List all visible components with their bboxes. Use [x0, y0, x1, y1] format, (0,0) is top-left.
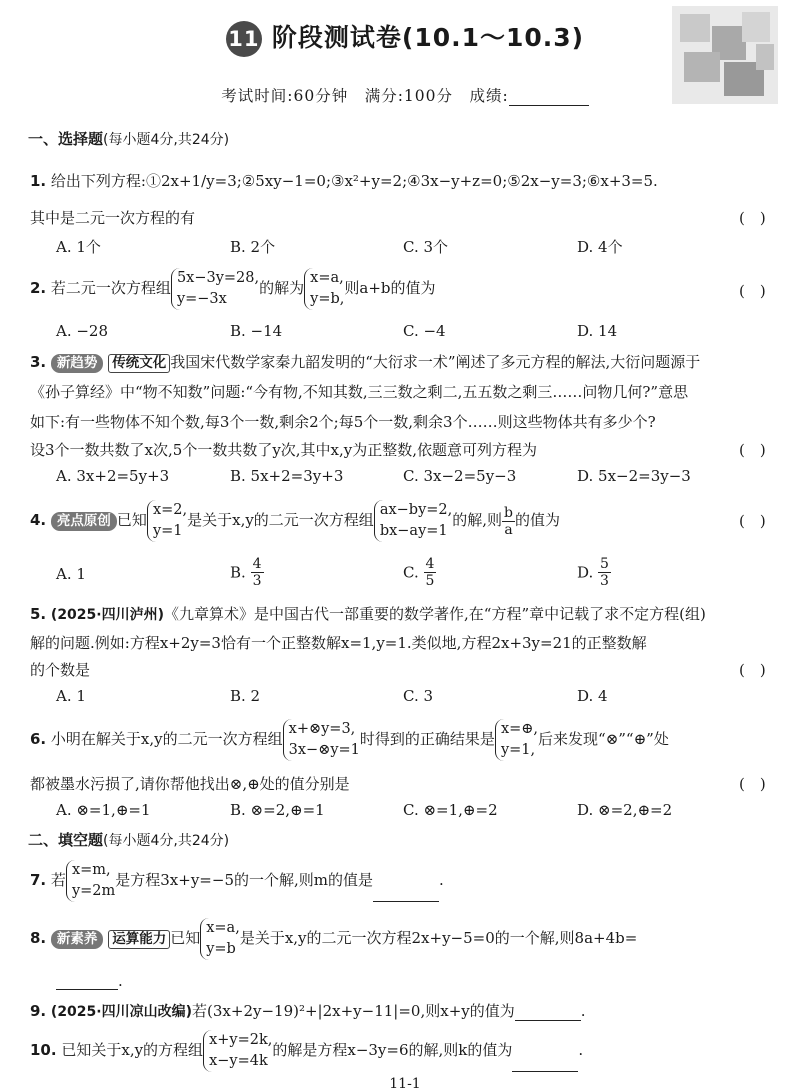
q2-sys-eq1: 5x−3y=28, [176, 270, 260, 286]
q7-number: 7. [30, 871, 47, 889]
q5-option-c[interactable]: C. 3 [403, 687, 434, 705]
q4-option-a[interactable]: A. 1 [56, 565, 86, 583]
section-choice-title [28, 128, 229, 149]
q10-number: 10. [30, 1041, 57, 1059]
q4-sys-eq1: ax−by=2, [379, 502, 453, 518]
q8-number: 8. [30, 929, 47, 947]
q4-option-b-label: B. [230, 563, 246, 582]
q6-solution [495, 719, 538, 761]
q4-option-d-num: 5 [600, 556, 609, 572]
q10-end: . [578, 1041, 584, 1059]
q2-sol-x: x=a, [310, 270, 344, 286]
q3-option-c[interactable]: C. 3x−2=5y−3 [403, 467, 517, 485]
q2-sol-y: y=b, [310, 291, 345, 307]
page-number: 11-1 [389, 1076, 421, 1092]
q8-sol-x: x=a, [206, 920, 240, 936]
score-blank[interactable] [509, 89, 589, 106]
q8-line2 [56, 972, 123, 990]
q6-number: 6. [30, 730, 47, 748]
q1-option-a[interactable]: A. 1个 [56, 238, 101, 256]
q4-tail1: 的解,则 [452, 511, 503, 529]
q10-answer-blank[interactable] [512, 1055, 578, 1072]
q4-answer-paren[interactable]: ( ) [739, 512, 766, 530]
q8-stem [30, 916, 637, 960]
q8-end: . [118, 972, 123, 990]
q3-line3: 如下:有一些物体不知个数,每3个一数,剩余2个;每5个一数,剩余3个……则这些物体共有多少个? [30, 413, 656, 431]
q6-option-d[interactable]: D. ⊗=2,⊕=2 [577, 801, 673, 819]
section-choice-label: 一、选择题 [28, 130, 104, 148]
q2-sys-eq2: y=−3x [176, 291, 227, 307]
q8-literacy-tag: 新素养 [51, 930, 104, 949]
q8-answer-blank[interactable] [56, 973, 118, 990]
q4-sys-eq2: bx−ay=1 [379, 523, 448, 539]
q7-stem [30, 858, 444, 902]
q4-option-b[interactable] [230, 556, 264, 589]
q4-option-b-frac [251, 556, 264, 589]
q4-frac-num: b [504, 504, 513, 521]
q8-skill-tag: 运算能力 [108, 930, 170, 949]
q6-lead: 小明在解关于x,y的二元一次方程组 [50, 730, 283, 748]
q2-solution [304, 268, 344, 310]
q4-fraction [502, 505, 515, 538]
q7-solution [66, 860, 115, 902]
q5-line3: 的个数是 [30, 661, 91, 679]
q10-sys-eq2: x−y=4k [209, 1053, 268, 1069]
q2-answer-paren[interactable]: ( ) [739, 282, 766, 300]
q2-mid: 的解为 [259, 279, 305, 297]
q7-sol-x: x=m, [71, 862, 111, 878]
q4-option-d-frac [598, 556, 611, 589]
q4-number: 4. [30, 511, 47, 529]
q1-line1 [30, 170, 658, 191]
q2-lead: 若二元一次方程组 [50, 279, 171, 297]
title-text: 阶段测试卷(10.1～10.3) [271, 23, 585, 52]
q3-line1 [30, 351, 700, 373]
q3-option-d[interactable]: D. 5x−2=3y−3 [577, 467, 691, 485]
q6-mid: 时得到的正确结果是 [359, 730, 495, 748]
q4-sol-y: y=1 [152, 523, 183, 539]
q1-option-d[interactable]: D. 4个 [577, 238, 623, 256]
exam-meta-text: 考试时间:60分钟 满分:100分 成绩: [221, 87, 509, 105]
q10-system [203, 1030, 272, 1072]
q4-option-c-num: 4 [425, 556, 435, 572]
q9-source: (2025·四川凉山改编) [50, 1004, 193, 1020]
q1-option-b[interactable]: B. 2个 [230, 238, 276, 256]
q6-system [283, 719, 360, 761]
q7-answer-blank[interactable] [373, 885, 439, 902]
q6-option-b[interactable]: B. ⊗=2,⊕=1 [230, 801, 325, 819]
q5-line2: 解的问题.例如:方程x+2y=3恰有一个正整数解x=1,y=1.类似地,方程2x+3y=21的正整数解 [30, 634, 647, 652]
q2-tail: 则a+b的值为 [344, 279, 436, 297]
q2-option-a[interactable]: A. −28 [56, 322, 109, 340]
q1-stem-tail: 其中是二元一次方程的有 [30, 209, 196, 227]
q2-option-b[interactable]: B. −14 [230, 322, 283, 340]
q5-line1 [30, 603, 706, 624]
q4-stem [30, 497, 560, 543]
q6-sys-eq1: x+⊗y=3, [288, 721, 356, 737]
q4-system [374, 500, 452, 542]
q9-stem [30, 1000, 586, 1021]
q1-intro: 给出下列方程: [50, 172, 146, 190]
q9-answer-blank[interactable] [515, 1004, 581, 1021]
q4-sol-x: x=2, [152, 502, 188, 518]
q8-tail: 是关于x,y的二元一次方程2x+y−5=0的一个解,则8a+4b= [239, 929, 638, 947]
q1-line2 [30, 207, 195, 228]
q1-equations: ①2x+1/y=3;②5xy−1=0;③x²+y=2;④3x−y+z=0;⑤2x−y=3;⑥x+3=5. [145, 172, 658, 190]
q4-option-c[interactable] [403, 556, 436, 589]
q7-lead: 若 [50, 871, 66, 889]
q6-answer-paren[interactable]: ( ) [739, 775, 766, 793]
section-fill-label: 二、填空题 [28, 831, 104, 849]
q7-tail: 是方程3x+y=−5的一个解,则m的值是 [115, 871, 373, 889]
q3-culture-tag: 传统文化 [108, 354, 170, 373]
q3-answer-paren[interactable]: ( ) [739, 441, 766, 459]
q3-line4: 设3个一数共数了x次,5个一数共数了y次,其中x,y为正整数,依题意可列方程为 [30, 441, 538, 459]
q1-answer-paren[interactable]: ( ) [739, 209, 766, 227]
q6-sys-eq2: 3x−⊗y=1 [288, 742, 360, 758]
q4-option-d-label: D. [577, 563, 594, 582]
q10-sys-eq1: x+y=2k, [209, 1032, 273, 1048]
q2-stem [30, 266, 436, 310]
q3-option-b[interactable]: B. 5x+2=3y+3 [230, 467, 344, 485]
q10-tail: 的解是方程x−3y=6的解,则k的值为 [272, 1041, 513, 1059]
q5-option-a[interactable]: A. 1 [56, 687, 86, 705]
q4-option-b-num: 4 [252, 556, 262, 572]
q10-stem [30, 1028, 583, 1072]
q6-option-a[interactable]: A. ⊗=1,⊕=1 [56, 801, 151, 819]
q4-option-c-label: C. [403, 563, 419, 582]
q5-source: (2025·四川泸州) [50, 607, 165, 623]
q10-lead: 已知关于x,y的方程组 [61, 1041, 204, 1059]
q6-option-c[interactable]: C. ⊗=1,⊕=2 [403, 801, 498, 819]
q5-answer-paren[interactable]: ( ) [739, 661, 766, 679]
q6-sol-y: y=1, [500, 742, 536, 758]
q4-lead: 已知 [116, 511, 147, 529]
q5-text-1: 《九章算术》是中国古代一部重要的数学著作,在“方程”章中记载了求不定方程(组) [164, 605, 706, 623]
q4-option-b-den: 3 [252, 573, 262, 589]
q6-stem [30, 716, 669, 762]
q2-option-d[interactable]: D. 14 [577, 322, 618, 340]
q4-option-d[interactable] [577, 556, 611, 589]
q2-system [171, 268, 259, 310]
q7-end: . [438, 871, 444, 889]
q7-sol-y: y=2m [71, 883, 116, 899]
q3-text-1: 我国宋代数学家秦九韶发明的“大衍求一术”阐述了多元方程的解法,大衍问题源于 [170, 353, 701, 371]
q1-option-c[interactable]: C. 3个 [403, 238, 449, 256]
q4-original-tag: 亮点原创 [51, 512, 117, 531]
q8-lead: 已知 [170, 929, 201, 947]
section-choice-note: (每小题4分,共24分) [103, 132, 230, 148]
exam-meta [0, 84, 810, 106]
q6-sol-x: x=⊕, [500, 721, 539, 737]
q9-text: 若(3x+2y−19)²+|2x+y−11|=0,则x+y的值为 [192, 1002, 515, 1020]
q9-end: . [580, 1002, 586, 1020]
q3-trend-tag: 新趋势 [51, 354, 104, 373]
q1-number: 1. [30, 172, 47, 190]
q4-tail2: 的值为 [515, 511, 561, 529]
q3-option-a[interactable]: A. 3x+2=5y+3 [56, 467, 170, 485]
q2-option-c[interactable]: C. −4 [403, 322, 446, 340]
q4-option-c-den: 5 [425, 573, 435, 589]
q4-solution [147, 500, 187, 542]
q8-solution [200, 918, 240, 960]
q5-number: 5. [30, 605, 47, 623]
section-fill-note: (每小题4分,共24分) [103, 833, 230, 849]
q4-mid: 是关于x,y的二元一次方程组 [187, 511, 374, 529]
section-fill-title [28, 829, 229, 850]
q5-option-d[interactable]: D. 4 [577, 687, 608, 705]
test-number-badge: 11 [226, 21, 262, 57]
q8-sol-y: y=b [206, 941, 236, 957]
q6-tail: 后来发现“⊗”“⊕”处 [538, 730, 669, 748]
q4-option-d-den: 3 [600, 573, 609, 589]
q5-option-b[interactable]: B. 2 [230, 687, 261, 705]
q4-frac-den: a [504, 521, 513, 538]
q3-number: 3. [30, 353, 47, 371]
q3-line2: 《孙子算经》中“物不知数”问题:“今有物,不知其数,三三数之剩二,五五数之剩三……问物几何?”意思 [30, 383, 689, 401]
q4-option-c-frac [424, 556, 437, 589]
q6-line2: 都被墨水污损了,请你帮他找出⊗,⊕处的值分别是 [30, 775, 350, 793]
q9-number: 9. [30, 1002, 47, 1020]
q2-number: 2. [30, 279, 47, 297]
